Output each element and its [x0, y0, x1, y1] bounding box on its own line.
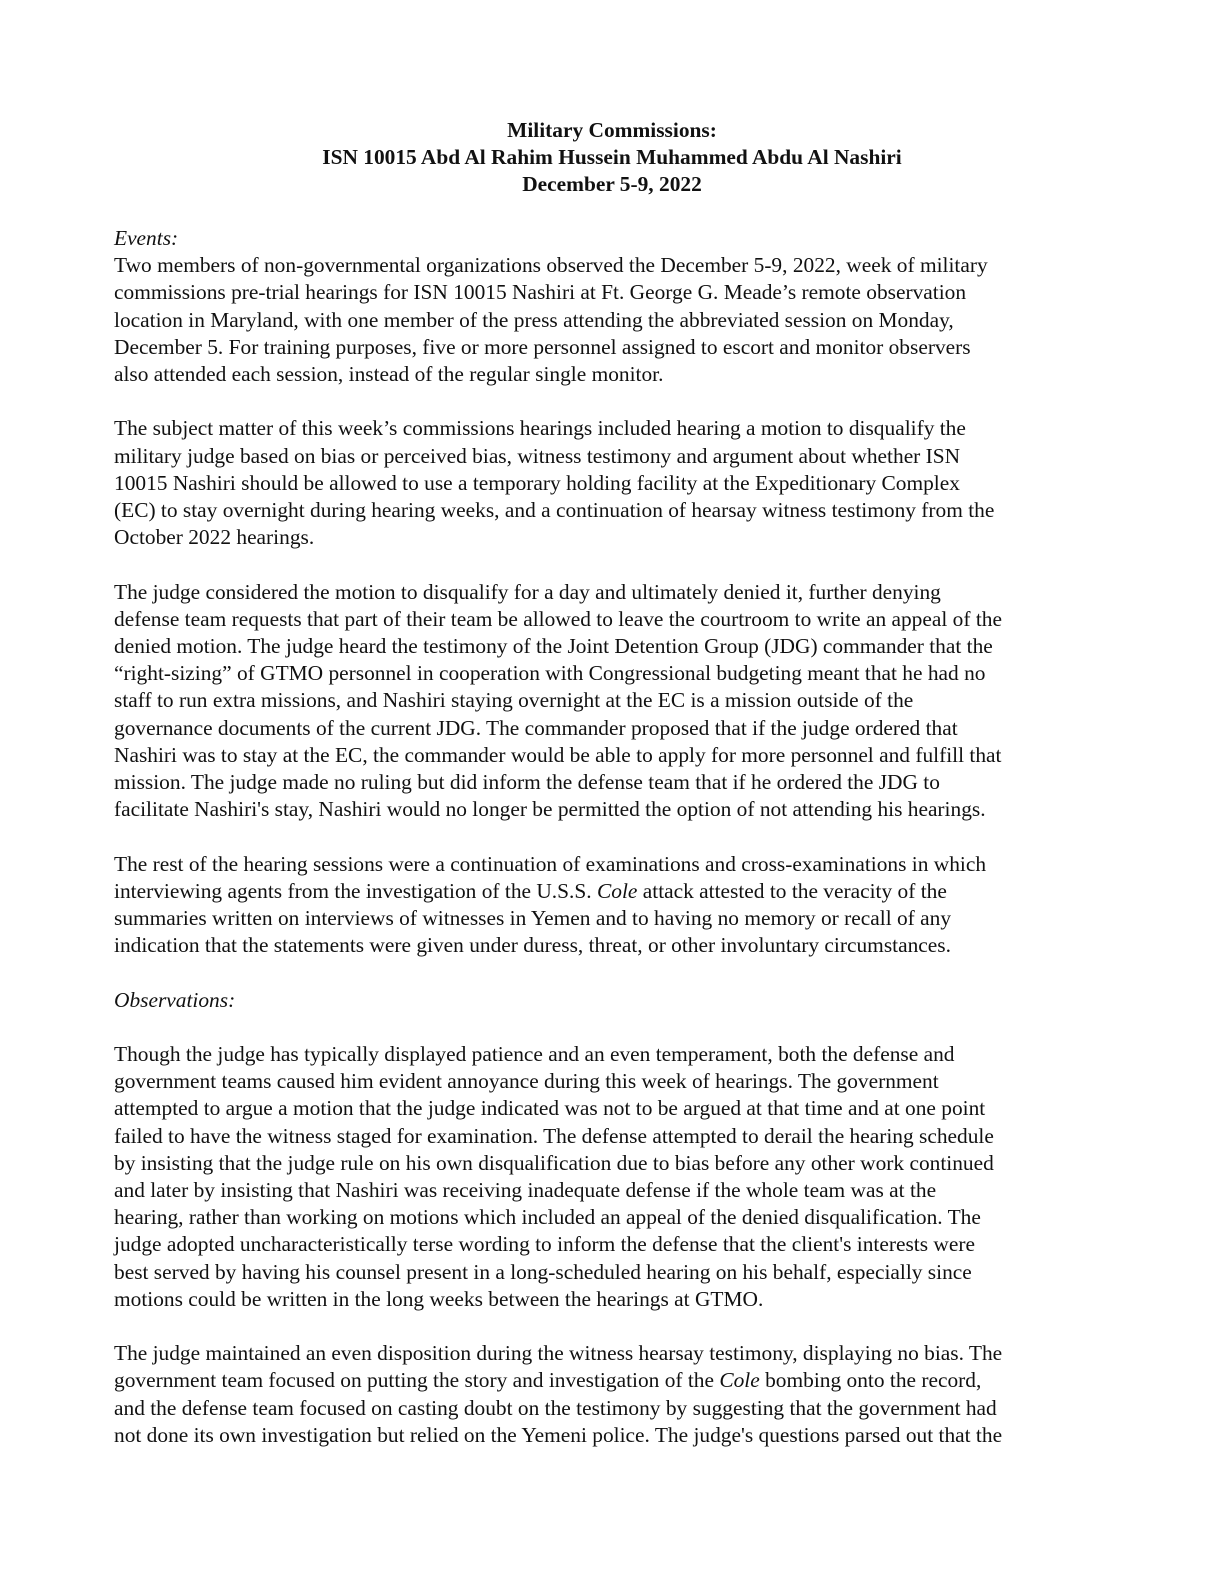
text-line: [114, 1367, 1110, 1394]
text-segment: government team focused on putting the story and investigation of the: [114, 1368, 720, 1393]
text-segment: interviewing agents from the investigation of the U.S.S.: [114, 878, 597, 903]
text-line: facilitate Nashiri's stay, Nashiri would no longer be permitted the option of not attending his hearings.: [114, 797, 986, 822]
text-line: indication that the statements were given under duress, threat, or other involuntary circumstances.: [114, 933, 951, 958]
text-line: and the defense team focused on casting doubt on the testimony by suggesting that the government had: [114, 1395, 997, 1420]
text-line: The judge considered the motion to disqualify for a day and ultimately denied it, further denying: [114, 579, 941, 604]
observations-paragraph-2: [114, 1340, 1110, 1449]
text-line: hearing, rather than working on motions which included an appeal of the denied disqualification. The: [114, 1205, 981, 1230]
text-line: [114, 878, 1110, 905]
text-line: October 2022 hearings.: [114, 525, 315, 550]
document-page: [114, 117, 1110, 1476]
text-line: Though the judge has typically displayed patience and an even temperament, both the defense and: [114, 1042, 955, 1067]
text-line: also attended each session, instead of the regular single monitor.: [114, 362, 664, 387]
title-line-3: December 5-9, 2022: [522, 172, 702, 196]
text-segment: attack attested to the veracity of the: [637, 878, 947, 903]
text-line: best served by having his counsel present in a long-scheduled hearing on his behalf, especially since: [114, 1259, 972, 1284]
events-paragraph-3: [114, 579, 1110, 824]
title-line-1: Military Commissions:: [507, 118, 717, 142]
text-line: Nashiri was to stay at the EC, the commander would be able to apply for more personnel and fulfill that: [114, 742, 1002, 767]
text-line: The judge maintained an even disposition during the witness hearsay testimony, displaying no bias. The: [114, 1341, 1003, 1366]
events-heading: Events:: [114, 226, 179, 250]
text-line: failed to have the witness staged for examination. The defense attempted to derail the hearing schedule: [114, 1123, 994, 1148]
text-line: not done its own investigation but relied on the Yemeni police. The judge's questions parsed out that the: [114, 1422, 1003, 1447]
text-line: staff to run extra missions, and Nashiri staying overnight at the EC is a mission outside of the: [114, 688, 914, 713]
observations-heading: Observations:: [114, 987, 236, 1012]
text-line: December 5. For training purposes, five or more personnel assigned to escort and monitor observers: [114, 334, 971, 359]
text-line: attempted to argue a motion that the judge indicated was not to be argued at that time and at one point: [114, 1096, 986, 1121]
text-line: by insisting that the judge rule on his own disqualification due to bias before any other work continued: [114, 1150, 994, 1175]
text-line: Two members of non-governmental organizations observed the December 5-9, 2022, week of military: [114, 253, 988, 278]
text-line: judge adopted uncharacteristically terse wording to inform the defense that the client's interests were: [114, 1232, 975, 1257]
text-line: The rest of the hearing sessions were a continuation of examinations and cross-examinations in which: [114, 851, 987, 876]
text-line: government teams caused him evident annoyance during this week of hearings. The government: [114, 1069, 939, 1094]
text-line: mission. The judge made no ruling but did inform the defense team that if he ordered the JDG to: [114, 770, 940, 795]
text-line: governance documents of the current JDG. The commander proposed that if the judge ordered that: [114, 715, 958, 740]
text-line: 10015 Nashiri should be allowed to use a temporary holding facility at the Expeditionary Complex: [114, 470, 960, 495]
text-line: and later by insisting that Nashiri was receiving inadequate defense if the whole team was at the: [114, 1178, 937, 1203]
title-line-2: ISN 10015 Abd Al Rahim Hussein Muhammed Abdu Al Nashiri: [322, 145, 902, 169]
text-line: summaries written on interviews of witnesses in Yemen and to having no memory or recall of any: [114, 906, 952, 931]
text-line: commissions pre-trial hearings for ISN 10015 Nashiri at Ft. George G. Meade’s remote observation: [114, 280, 967, 305]
text-line: denied motion. The judge heard the testimony of the Joint Detention Group (JDG) commander that the: [114, 634, 993, 659]
text-line: (EC) to stay overnight during hearing weeks, and a continuation of hearsay witness testimony from the: [114, 498, 995, 523]
ship-name: Cole: [719, 1368, 760, 1393]
text-line: “right-sizing” of GTMO personnel in cooperation with Congressional budgeting meant that he had no: [114, 661, 986, 686]
events-paragraph-1: [114, 252, 1110, 388]
ship-name: Cole: [597, 878, 638, 903]
text-line: motions could be written in the long weeks between the hearings at GTMO.: [114, 1286, 764, 1311]
document-title: [114, 117, 1110, 198]
text-segment: bombing onto the record,: [759, 1368, 982, 1393]
observations-paragraph-1: [114, 1041, 1110, 1313]
events-paragraph-2: [114, 415, 1110, 551]
text-line: military judge based on bias or perceived bias, witness testimony and argument about whether ISN: [114, 443, 961, 468]
text-line: The subject matter of this week’s commissions hearings included hearing a motion to disqualify the: [114, 416, 966, 441]
events-paragraph-4: [114, 851, 1110, 960]
text-line: location in Maryland, with one member of the press attending the abbreviated session on Monday,: [114, 307, 954, 332]
text-line: defense team requests that part of their team be allowed to leave the courtroom to write an appeal of the: [114, 606, 1002, 631]
